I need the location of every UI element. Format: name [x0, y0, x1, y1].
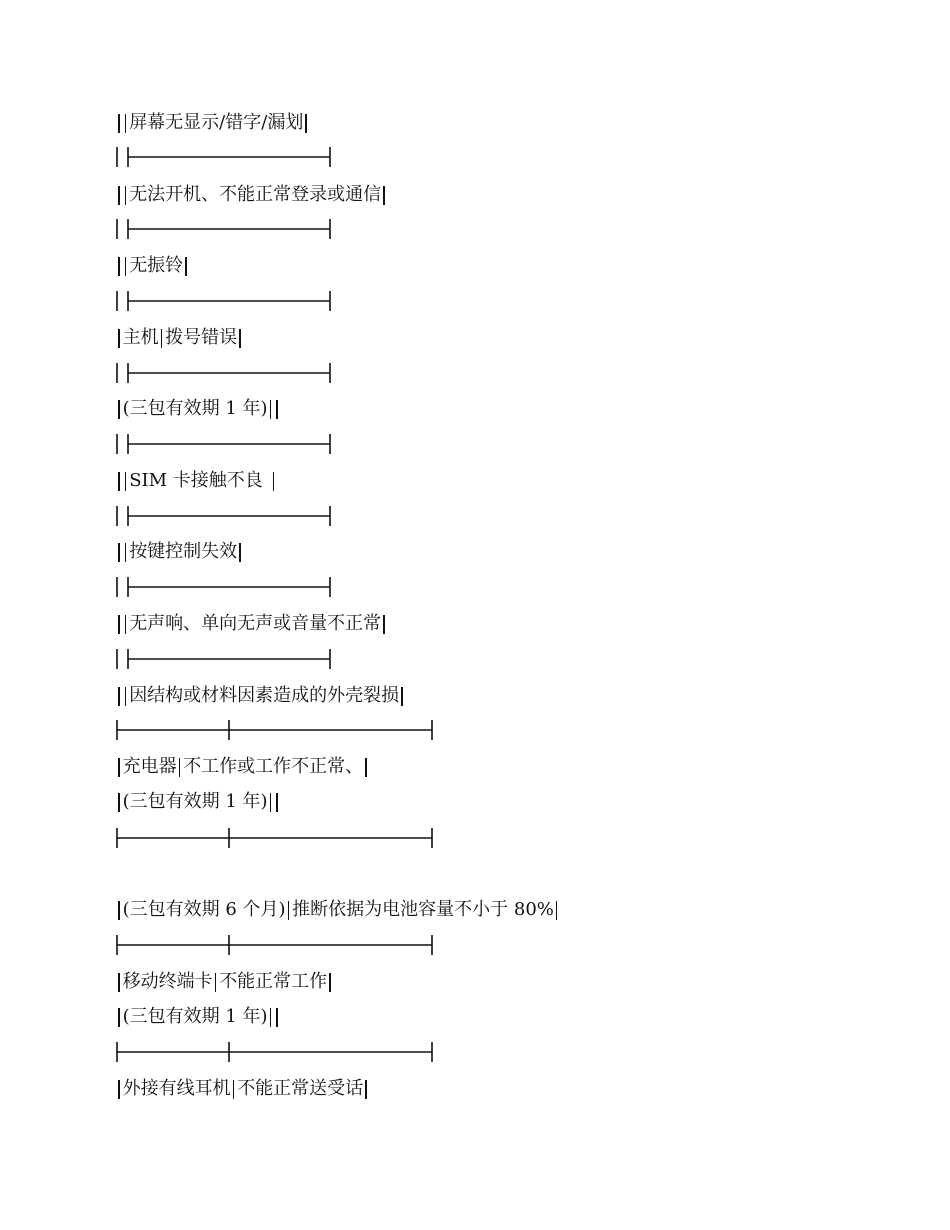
table-border — [215, 973, 217, 992]
table-border — [270, 400, 272, 419]
fault-no-ring: 无振铃 — [129, 255, 184, 276]
table-row-warranty-host — [116, 394, 281, 424]
table-rule — [116, 934, 446, 956]
table-row-power — [116, 180, 388, 210]
table-border — [273, 472, 275, 491]
table-border — [118, 472, 120, 491]
table-border — [118, 257, 120, 276]
battery-criterion: 推断依据为电池容量不小于 80% — [292, 899, 554, 920]
table-row-battery — [116, 895, 560, 925]
table-border — [118, 973, 120, 992]
table-row-keys — [116, 537, 244, 567]
table-border — [185, 257, 187, 276]
fault-dial-error: 拨号错误 — [165, 327, 238, 348]
table-row-warranty-charger — [116, 787, 281, 817]
table-border — [118, 793, 120, 812]
fault-power-login: 无法开机、不能正常登录或通信 — [129, 184, 382, 205]
table-rule — [116, 218, 346, 240]
table-border — [288, 901, 290, 920]
table-row-sound — [116, 609, 388, 639]
table-rule — [116, 362, 346, 384]
table-border — [125, 257, 127, 276]
table-row-casing — [116, 681, 406, 711]
table-border — [118, 901, 120, 920]
table-rule — [116, 146, 346, 168]
warranty-period-battery: (三包有效期 6 个月) — [122, 899, 286, 920]
table-rule — [116, 290, 346, 312]
table-border — [383, 186, 385, 205]
table-rule — [116, 648, 346, 670]
table-border — [276, 1008, 278, 1027]
table-border — [365, 1080, 367, 1099]
table-border — [125, 472, 127, 491]
table-row-screen — [116, 108, 310, 138]
fault-sound: 无声响、单向无声或音量不正常 — [129, 613, 382, 634]
fault-key-control: 按键控制失效 — [129, 541, 238, 562]
table-row-warranty-card — [116, 1002, 281, 1032]
table-row-headset — [116, 1074, 370, 1104]
table-rule — [116, 1041, 446, 1063]
table-border — [329, 973, 331, 992]
table-border — [365, 758, 367, 777]
table-border — [118, 1008, 120, 1027]
table-border — [125, 543, 127, 562]
fault-terminal-card: 不能正常工作 — [219, 971, 328, 992]
table-border — [270, 793, 272, 812]
table-border — [125, 114, 127, 133]
table-rule — [116, 505, 346, 527]
table-rule — [116, 576, 346, 598]
fault-sim-contact: SIM 卡接触不良 — [129, 470, 263, 491]
table-border — [383, 615, 385, 634]
table-border — [276, 400, 278, 419]
table-border — [118, 1080, 120, 1099]
warranty-period-charger: (三包有效期 1 年) — [122, 791, 268, 812]
table-border — [556, 901, 558, 920]
table-row-terminal-card — [116, 967, 334, 997]
table-border — [125, 615, 127, 634]
table-border — [233, 1080, 235, 1099]
table-border — [118, 329, 120, 348]
table-border — [270, 1008, 272, 1027]
table-border — [179, 758, 181, 777]
table-rule — [116, 719, 446, 741]
table-border — [118, 543, 120, 562]
table-border — [239, 543, 241, 562]
table-border — [118, 758, 120, 777]
table-rule — [116, 433, 346, 455]
table-border — [118, 615, 120, 634]
table-row-sim — [116, 466, 277, 496]
warranty-period-host: (三包有效期 1 年) — [122, 398, 268, 419]
table-border — [118, 114, 120, 133]
category-headset: 外接有线耳机 — [122, 1078, 231, 1099]
table-border — [125, 687, 127, 706]
category-terminal-card: 移动终端卡 — [122, 971, 213, 992]
table-row-host — [116, 323, 244, 353]
category-charger: 充电器 — [122, 756, 177, 777]
table-border — [161, 329, 163, 348]
table-border — [118, 687, 120, 706]
table-rule — [116, 827, 446, 849]
fault-charger: 不工作或工作不正常、 — [183, 756, 364, 777]
table-row-ring — [116, 251, 190, 281]
table-border — [276, 793, 278, 812]
table-border — [305, 114, 307, 133]
table-border — [239, 329, 241, 348]
table-border — [401, 687, 403, 706]
fault-casing-crack: 因结构或材料因素造成的外壳裂损 — [129, 685, 400, 706]
warranty-period-card: (三包有效期 1 年) — [122, 1006, 268, 1027]
fault-screen-display: 屏幕无显示/错字/漏划 — [129, 112, 304, 133]
table-border — [118, 400, 120, 419]
category-host: 主机 — [122, 327, 159, 348]
fault-headset: 不能正常送受话 — [237, 1078, 364, 1099]
table-border — [118, 186, 120, 205]
table-border — [125, 186, 127, 205]
table-row-charger — [116, 752, 370, 782]
